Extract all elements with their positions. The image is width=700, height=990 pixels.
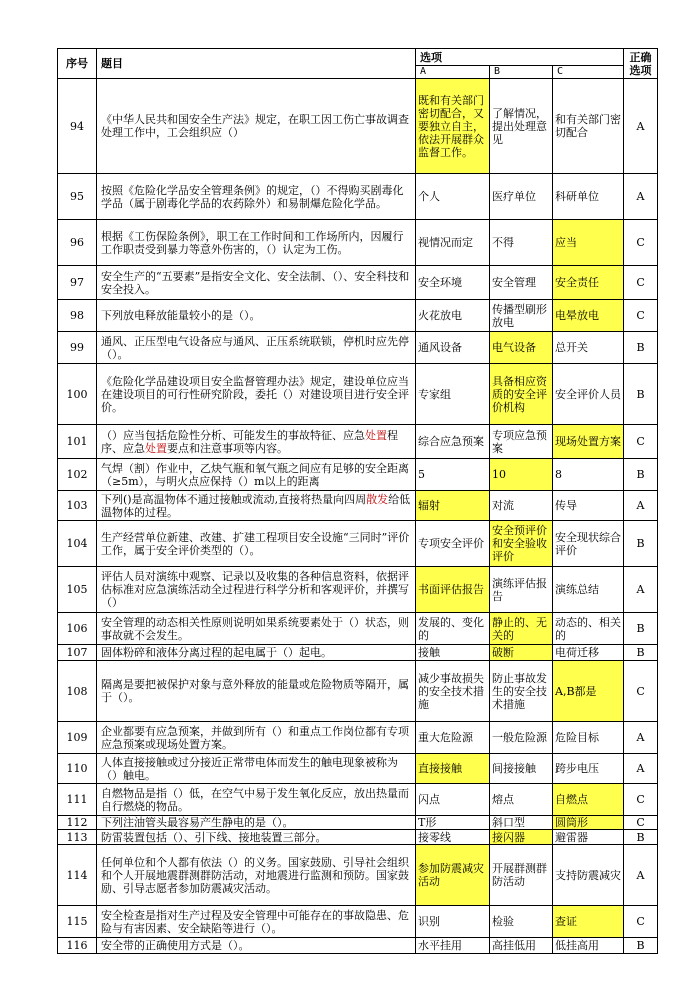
correct-answer: C [624, 661, 658, 722]
option-c: 圆筒形 [553, 816, 624, 830]
correct-answer: B [624, 613, 658, 645]
option-b: 开展群测群防活动 [490, 845, 553, 906]
option-a: 辐射 [416, 491, 490, 521]
option-b: 防止事故发生的安全技术措施 [490, 661, 553, 722]
table-row [58, 816, 658, 830]
option-b: 高挂低用 [490, 938, 553, 954]
option-b: 电气设备 [490, 332, 553, 364]
question-text: 安全带的正确使用方式是（）。 [97, 938, 416, 954]
row-number: 109 [58, 722, 97, 754]
option-c: 传导 [553, 491, 624, 521]
header-option-c: C [553, 66, 624, 79]
option-c: 安全现状综合评价 [553, 521, 624, 567]
question-text: 安全管理的动态相关性原则说明如果系统要素处于（）状态，则事故就不会发生。 [97, 613, 416, 645]
correct-answer: B [624, 645, 658, 661]
option-c: 动态的、相关的 [553, 613, 624, 645]
row-number: 97 [58, 266, 97, 300]
option-c: 跨步电压 [553, 754, 624, 784]
correct-answer: A [624, 754, 658, 784]
row-number: 114 [58, 845, 97, 906]
question-text: 任何单位和个人都有依法（）的义务。国家鼓励、引导社会组织和个人开展地震群测群防活动，对地震进行监测和预防。国家鼓励、引导志愿者参加防震减灾活动。 [97, 845, 416, 906]
row-number: 112 [58, 816, 97, 830]
table-row [58, 613, 658, 645]
question-text-part: 要点和注意事项等内容。 [167, 441, 288, 455]
option-b: 具备相应资质的安全评价机构 [490, 364, 553, 425]
option-b: 不得 [490, 220, 553, 266]
question-text [97, 425, 416, 459]
table-row [58, 332, 658, 364]
option-b: 安全管理 [490, 266, 553, 300]
option-c: 和有关部门密切配合 [553, 79, 624, 174]
option-b: 检验 [490, 906, 553, 938]
header-no: 序号 [58, 49, 97, 79]
option-c: A,B都是 [553, 661, 624, 722]
table-row [58, 266, 658, 300]
table-row [58, 364, 658, 425]
option-c: 低挂高用 [553, 938, 624, 954]
option-a: 视情况而定 [416, 220, 490, 266]
table-row [58, 754, 658, 784]
option-b: 专项应急预案 [490, 425, 553, 459]
highlighted-term: 处置 [365, 428, 387, 442]
header-option-a: A [416, 66, 490, 79]
option-c: 科研单位 [553, 174, 624, 220]
table-row [58, 425, 658, 459]
question-table [57, 48, 658, 954]
row-number: 106 [58, 613, 97, 645]
option-a: 水平挂用 [416, 938, 490, 954]
row-number: 111 [58, 784, 97, 816]
header-question: 题目 [97, 49, 416, 79]
row-number: 110 [58, 754, 97, 784]
question-text-part: 下列()是高温物体不通过接触或流动,直接将热量向四周 [101, 492, 367, 506]
row-number: 105 [58, 567, 97, 613]
question-text: 安全生产的“五要素”是指安全文化、安全法制、（）、安全科技和安全投入。 [97, 266, 416, 300]
option-a: 既和有关部门密切配合，又要独立自主，依法开展群众监督工作。 [416, 79, 490, 174]
table-row [58, 784, 658, 816]
header-options: 选项 [416, 49, 624, 66]
option-c: 现场处置方案 [553, 425, 624, 459]
option-b: 10 [490, 459, 553, 491]
correct-answer: B [624, 364, 658, 425]
correct-answer: B [624, 332, 658, 364]
correct-answer: A [624, 845, 658, 906]
option-c: 避雷器 [553, 830, 624, 845]
option-b: 熔点 [490, 784, 553, 816]
question-text-part: 给低温物体的过程。 [101, 492, 411, 519]
option-b: 间接接触 [490, 754, 553, 784]
option-b: 斜口型 [490, 816, 553, 830]
table-row [58, 830, 658, 845]
option-b: 医疗单位 [490, 174, 553, 220]
option-a: 通风设备 [416, 332, 490, 364]
question-text: 防雷装置包括（）、引下线、接地装置三部分。 [97, 830, 416, 845]
question-text: 人体直接接触或过分接近正常带电体而发生的触电现象被称为（）触电。 [97, 754, 416, 784]
question-text-part: （）应当包括危险性分析、可能发生的事故特征、应急 [101, 428, 365, 442]
option-a: 识别 [416, 906, 490, 938]
table-row [58, 938, 658, 954]
option-a: 参加防震减灾活动 [416, 845, 490, 906]
option-a: 重大危险源 [416, 722, 490, 754]
question-text: 生产经营单位新建、改建、扩建工程项目安全设施“三同时”评价工作，属于安全评价类型的（）。 [97, 521, 416, 567]
question-text: 《中华人民共和国安全生产法》规定，在职工因工伤亡事故调查处理工作中，工会组织应（） [97, 79, 416, 174]
option-a: 闪点 [416, 784, 490, 816]
option-b: 了解情况，提出处理意见 [490, 79, 553, 174]
question-text: 隔离是要把被保护对象与意外释放的能量或危险物质等隔开，属于（）。 [97, 661, 416, 722]
correct-answer: C [624, 784, 658, 816]
table-row [58, 567, 658, 613]
table-row [58, 174, 658, 220]
option-a: 安全环境 [416, 266, 490, 300]
option-c: 应当 [553, 220, 624, 266]
row-number: 103 [58, 491, 97, 521]
option-a: 综合应急预案 [416, 425, 490, 459]
correct-answer: A [624, 722, 658, 754]
row-number: 102 [58, 459, 97, 491]
correct-answer: C [624, 220, 658, 266]
row-number: 116 [58, 938, 97, 954]
correct-answer: B [624, 459, 658, 491]
option-c: 支持防震减灾 [553, 845, 624, 906]
question-text: 按照《危险化学品安全管理条例》的规定，（）不得购买剧毒化学品（属于剧毒化学品的农药除外）和易制爆危险化学品。 [97, 174, 416, 220]
option-b: 传播型刷形放电 [490, 300, 553, 332]
row-number: 100 [58, 364, 97, 425]
option-b: 接闪器 [490, 830, 553, 845]
table-row [58, 459, 658, 491]
correct-answer: C [624, 300, 658, 332]
option-c: 总开关 [553, 332, 624, 364]
question-text: 气焊（割）作业中，乙炔气瓶和氧气瓶之间应有足够的安全距离（≥5m），与明火点应保持（）m以上的距离 [97, 459, 416, 491]
question-text [97, 491, 416, 521]
row-number: 94 [58, 79, 97, 174]
correct-answer: C [624, 425, 658, 459]
table-row [58, 906, 658, 938]
option-b: 破断 [490, 645, 553, 661]
table-row [58, 79, 658, 174]
row-number: 99 [58, 332, 97, 364]
row-number: 115 [58, 906, 97, 938]
question-text: 下列注油管头最容易产生静电的是（）。 [97, 816, 416, 830]
row-number: 98 [58, 300, 97, 332]
option-a: 接触 [416, 645, 490, 661]
option-c: 自燃点 [553, 784, 624, 816]
option-a: 接零线 [416, 830, 490, 845]
option-c: 8 [553, 459, 624, 491]
table-row [58, 220, 658, 266]
table-row [58, 521, 658, 567]
table-row [58, 300, 658, 332]
option-b: 对流 [490, 491, 553, 521]
question-text-part: 程序、应急 [101, 428, 398, 455]
option-a: 专家组 [416, 364, 490, 425]
option-c: 安全评价人员 [553, 364, 624, 425]
row-number: 101 [58, 425, 97, 459]
row-number: 96 [58, 220, 97, 266]
option-a: 书面评估报告 [416, 567, 490, 613]
correct-answer: B [624, 521, 658, 567]
option-c: 查证 [553, 906, 624, 938]
question-text: 通风、正压型电气设备应与通风、正压系统联锁，停机时应先停（）。 [97, 332, 416, 364]
option-a: 直接接触 [416, 754, 490, 784]
question-text: 评估人员对演练中观察、记录以及收集的各种信息资料，依据评估标准对应急演练活动全过程进行科学分析和客观评价，并撰写（） [97, 567, 416, 613]
row-number: 104 [58, 521, 97, 567]
option-a: 个人 [416, 174, 490, 220]
option-c: 安全责任 [553, 266, 624, 300]
option-a: 火花放电 [416, 300, 490, 332]
correct-answer: C [624, 816, 658, 830]
correct-answer: B [624, 830, 658, 845]
question-text: 自燃物品是指（）低，在空气中易于发生氧化反应，放出热量而自行燃烧的物品。 [97, 784, 416, 816]
question-text: 根据《工伤保险条例》，职工在工作时间和工作场所内，因履行工作职责受到暴力等意外伤害的，（）认定为工伤。 [97, 220, 416, 266]
option-a: T形 [416, 816, 490, 830]
option-a: 专项安全评价 [416, 521, 490, 567]
table-row [58, 845, 658, 906]
correct-answer: A [624, 567, 658, 613]
option-b: 一般危险源 [490, 722, 553, 754]
table-row [58, 661, 658, 722]
correct-answer: A [624, 79, 658, 174]
correct-answer: B [624, 938, 658, 954]
table-row [58, 491, 658, 521]
header-correct-option: 正确选项 [624, 49, 658, 79]
row-number: 95 [58, 174, 97, 220]
correct-answer: C [624, 906, 658, 938]
table-row [58, 722, 658, 754]
question-text: 企业都要有应急预案，并做到所有（）和重点工作岗位都有专项应急预案或现场处置方案。 [97, 722, 416, 754]
row-number: 107 [58, 645, 97, 661]
highlighted-term: 散发 [366, 492, 389, 506]
row-number: 113 [58, 830, 97, 845]
header-option-b: B [490, 66, 553, 79]
option-a: 发展的、变化的 [416, 613, 490, 645]
table-row [58, 645, 658, 661]
option-c: 电晕放电 [553, 300, 624, 332]
question-text: 固体粉碎和液体分离过程的起电属于（）起电。 [97, 645, 416, 661]
correct-answer: A [624, 491, 658, 521]
correct-answer: C [624, 266, 658, 300]
option-b: 演练评估报告 [490, 567, 553, 613]
correct-answer: A [624, 174, 658, 220]
row-number: 108 [58, 661, 97, 722]
option-c: 危险目标 [553, 722, 624, 754]
option-a: 5 [416, 459, 490, 491]
question-text: 《危险化学品建设项目安全监督管理办法》规定，建设单位应当在建设项目的可行性研究阶段，委托（）对建设项目进行安全评价。 [97, 364, 416, 425]
highlighted-term: 处置 [145, 441, 167, 455]
question-text: 安全检查是指对生产过程及安全管理中可能存在的事故隐患、危险与有害因素、安全缺陷等进行（）。 [97, 906, 416, 938]
option-b: 安全预评价和安全验收评价 [490, 521, 553, 567]
option-c: 演练总结 [553, 567, 624, 613]
option-c: 电荷迁移 [553, 645, 624, 661]
option-a: 减少事故损失的安全技术措施 [416, 661, 490, 722]
option-b: 静止的、无关的 [490, 613, 553, 645]
question-text: 下列放电释放能量较小的是（）。 [97, 300, 416, 332]
